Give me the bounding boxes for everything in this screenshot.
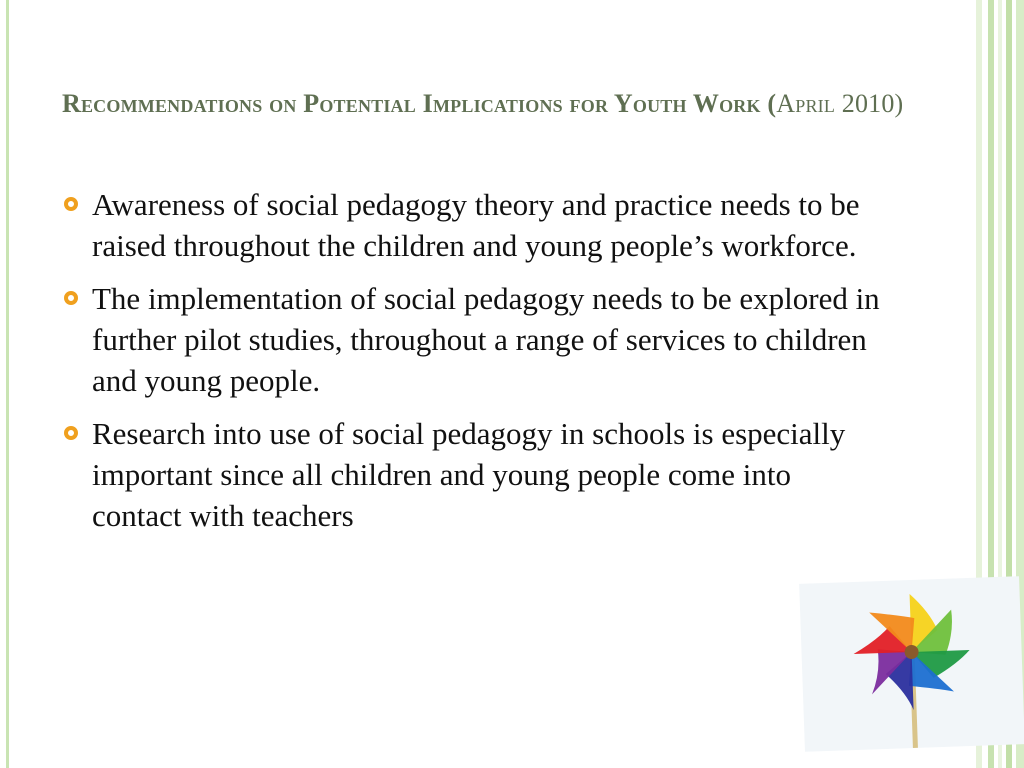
circle-bullet-icon <box>64 426 78 440</box>
slide-title-date: April 2010) <box>776 89 904 118</box>
circle-bullet-icon <box>64 197 78 211</box>
bullet-item <box>62 184 882 266</box>
bullet-text: Research into use of social pedagogy in schools is especially important since all children and young people come into contact with teachers <box>92 416 846 533</box>
slide-title-main: Recommendations on Potential Implications for Youth Work ( <box>62 89 777 118</box>
bullet-text: The implementation of social pedagogy needs to be explored in further pilot studies, throughout a range of services to children and young people. <box>92 281 880 398</box>
left-border-rule <box>6 0 9 768</box>
circle-bullet-icon <box>64 291 78 305</box>
slide-title <box>62 86 942 122</box>
pinwheel-photo <box>799 576 1024 752</box>
bullet-list <box>62 184 882 548</box>
bullet-text: Awareness of social pedagogy theory and practice needs to be raised throughout the children and young people’s workforce. <box>92 187 860 263</box>
bullet-item <box>62 278 882 401</box>
pinwheel-icon <box>799 576 1024 752</box>
bullet-item <box>62 413 882 536</box>
